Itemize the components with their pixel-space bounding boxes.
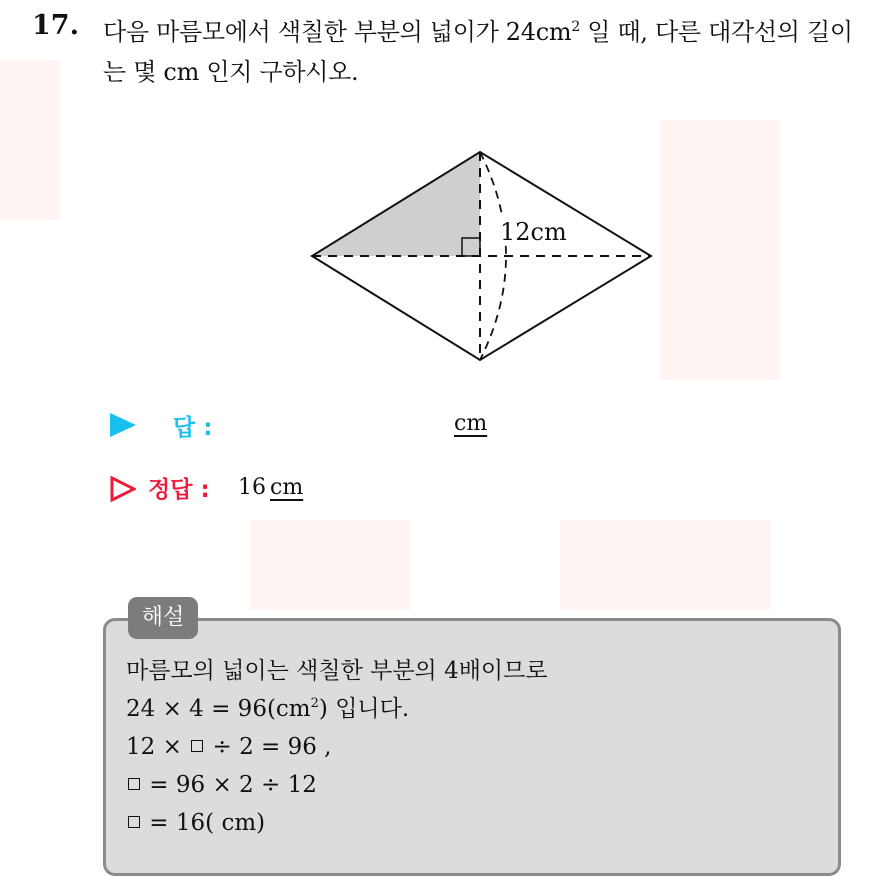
- solution-line-2-sup: 2: [310, 696, 319, 711]
- solution-line-3-a: 12 ×: [126, 734, 190, 760]
- solution-line-4: [126, 766, 548, 804]
- correct-unit: cm: [270, 475, 304, 500]
- correct-label: 정답 :: [148, 477, 210, 503]
- solution-tab: 해설: [128, 597, 198, 639]
- answer-row: [110, 408, 530, 442]
- outline-triangle-icon: [110, 476, 136, 502]
- solution-line-5-text: = 16( cm): [142, 810, 266, 836]
- correct-answer-row: [110, 470, 530, 510]
- solution-text: [126, 652, 548, 842]
- question-number: 17.: [32, 10, 79, 41]
- watermark-block: [660, 120, 780, 380]
- answer-unit: cm: [454, 411, 488, 436]
- solution-line-2-b: ) 입니다.: [318, 696, 410, 722]
- blank-square-icon: [128, 816, 140, 828]
- watermark-block: [250, 520, 410, 610]
- answer-label: 답 :: [173, 415, 213, 441]
- question-text-part1: 다음 마름모에서 색칠한 부분의 넓이가 24cm: [103, 18, 572, 46]
- solution-line-2-a: 24 × 4 = 96(cm: [126, 696, 311, 722]
- blank-square-icon: [191, 740, 203, 752]
- correct-value: [238, 475, 303, 500]
- solution-line-5: [126, 804, 548, 842]
- solution-line-3-b: ÷ 2 = 96 ,: [205, 734, 332, 760]
- question-text-part2: 일 때, 다른 대각선의 길이는 몇 cm 인지 구하시오.: [103, 18, 853, 86]
- watermark-block: [0, 60, 60, 220]
- solution-line-2: [126, 690, 548, 728]
- watermark-block: [560, 520, 770, 610]
- question-text: [103, 12, 873, 92]
- solution-line-4-text: = 96 × 2 ÷ 12: [142, 772, 317, 798]
- rhombus-figure: [300, 140, 670, 380]
- blank-square-icon: [128, 778, 140, 790]
- solution-line-3: [126, 728, 548, 766]
- play-triangle-icon: [110, 413, 136, 437]
- diagonal-length-label: 12cm: [500, 218, 567, 246]
- solution-line-1: 마름모의 넓이는 색칠한 부분의 4배이므로: [126, 658, 548, 684]
- correct-number: 16: [238, 475, 266, 500]
- question-text-superscript: 2: [571, 19, 580, 35]
